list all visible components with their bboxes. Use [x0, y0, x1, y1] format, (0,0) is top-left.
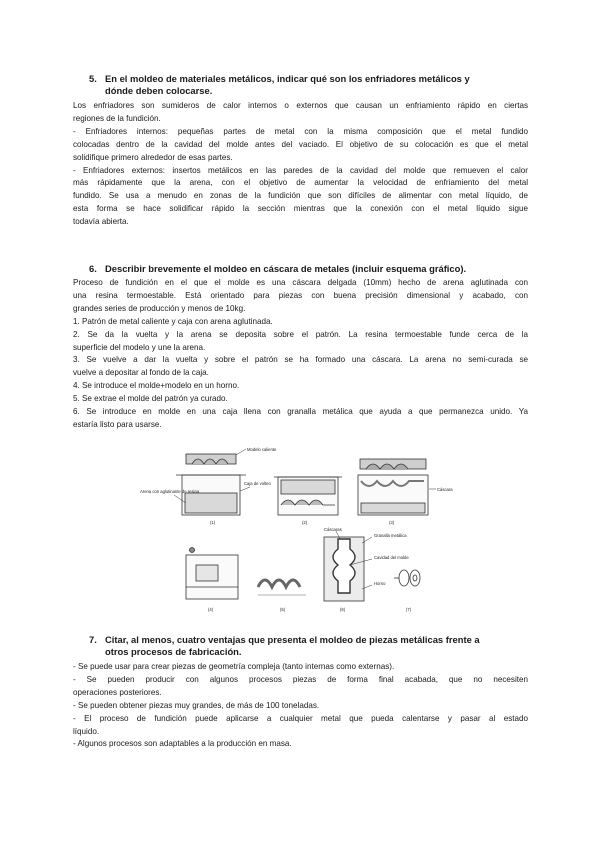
section-5-body — [73, 100, 528, 229]
section-5-line: - Enfriadores externos: insertos metálicos en las paredes de la cavidad del molde que remueven el calor — [73, 165, 528, 175]
section-6-line: vuelve a depositar al fondo de la caja. — [73, 368, 209, 378]
section-6-body — [73, 277, 528, 432]
section-6-line: una resina termoestable. Está orientado para piezas con buena precisión dimensional y acabado, con — [73, 290, 528, 300]
step-4-figure — [186, 548, 238, 613]
section-7-title-line1: Citar, al menos, cuatro ventajas que presenta el moldeo de piezas metálicas frente a — [105, 634, 480, 645]
section-7-line: - El proceso de fundición puede aplicarse a cualquier metal que pueda calentarse y pasar al estado — [73, 713, 528, 723]
section-7-body — [73, 661, 528, 751]
step-7-figure — [394, 570, 420, 612]
section-5-line: más rápidamente que la arena, con el objetivo de aumentar la velocidad de enfriamiento del metal — [73, 178, 528, 188]
section-7-line: - Se puede usar para crear piezas de geometría compleja (tanto internas como externas). — [73, 662, 395, 671]
section-5-line: todavía abierta. — [73, 217, 129, 227]
section-7-line: líquido. — [73, 726, 100, 736]
section-5-number: 5. — [89, 73, 97, 84]
label-hot-pattern: Modelo caliente — [247, 447, 277, 452]
step-6-number: (6) — [340, 607, 346, 612]
label-oven: Horno — [374, 581, 386, 586]
section-5-line: - Enfriadores internos: pequeñas partes de metal con la misma composición que el metal fundido — [73, 126, 528, 136]
section-6-line: 2. Se da la vuelta y la arena se deposita sobre el patrón. La resina termoestable funde cerca de la — [73, 329, 528, 339]
label-resin-sand: Arena con aglutinante de resina — [140, 489, 200, 494]
label-mold-cavity: Cavidad del molde — [374, 555, 409, 560]
step-5-figure — [258, 580, 306, 612]
section-6-line: 5. Se extrae el molde del patrón ya curado. — [73, 394, 228, 404]
section-5-title-line2: dónde deben colocarse. — [105, 85, 213, 96]
section-7-line: operaciones posteriores. — [73, 687, 162, 697]
step-3-figure — [358, 459, 453, 525]
section-5-title-line1: En el moldeo de materiales metálicos, indicar qué son los enfriadores metálicos y — [105, 73, 470, 84]
step-7-number: (7) — [406, 607, 412, 612]
step-3-number: (3) — [389, 520, 395, 525]
section-6-line: estaría listo para usarse. — [73, 419, 162, 429]
section-6-heading — [89, 263, 529, 275]
section-7-number: 7. — [89, 634, 97, 645]
section-6-line: Proceso de fundición en el que el molde es una cáscara delgada (10mm) hecho de arena aglutinada con — [73, 278, 528, 287]
step-5-number: (5) — [280, 607, 286, 612]
section-6-number: 6. — [89, 263, 97, 274]
step-4-number: (4) — [208, 607, 214, 612]
section-6-line: 6. Se introduce en molde en una caja llena con granalla metálica que ayuda a que permanezca unido. Ya — [73, 407, 528, 417]
label-metal-shot: Granalla metálica — [374, 533, 407, 538]
section-5-line: colocadas dentro de la cavidad del molde antes del vaciado. El objetivo de su colocación es que el metal — [73, 139, 528, 149]
step-1-figure — [140, 447, 277, 525]
section-5-heading — [89, 73, 529, 97]
label-shells: Cáscaras — [324, 527, 342, 532]
section-7-heading — [89, 634, 529, 658]
section-5-line: esta forma se hace solidificar rápido la sección mientras que la conexión con el metal líquido sigue — [73, 204, 528, 214]
section-6-line: superficie del modelo y une la arena. — [73, 342, 206, 352]
section-7-line: - Se pueden producir con algunos procesos piezas de forma final acabada, que no necesiten — [73, 674, 528, 684]
resin-sand — [185, 493, 237, 513]
section-6-title: Describir brevemente el moldeo en cáscara de metales (incluir esquema gráfico). — [105, 263, 467, 274]
section-5-line: solidifique primero alrededor de esas partes. — [73, 152, 233, 162]
section-5-line: fundido. Se usa a menudo en zonas de la fundición que son difíciles de alimentar con metal líquido, de — [73, 191, 528, 201]
section-6-line: 4. Se introduce el molde+modelo en un horno. — [73, 381, 240, 391]
section-7-title-line2: otros procesos de fabricación. — [105, 646, 242, 657]
section-7-line: - Algunos procesos son adaptables a la producción en masa. — [73, 739, 292, 749]
label-dump-box: Caja de volteo — [244, 481, 271, 486]
section-5-line: regiones de la fundición. — [73, 113, 161, 123]
step-6-figure — [324, 527, 409, 612]
label-shell: Cáscara — [437, 487, 453, 492]
section-5-line: Los enfriadores son sumideros de calor internos o externos que causan un enfriamiento rápido en ciertas — [73, 101, 528, 110]
step-2-figure — [274, 477, 342, 525]
section-6-line: 1. Patrón de metal caliente y caja con arena aglutinada. — [73, 316, 273, 326]
section-6-line: grandes series de producción y menos de 10kg. — [73, 303, 246, 313]
shell-molding-diagram — [140, 447, 470, 617]
step-2-number: (2) — [302, 520, 308, 525]
section-6-line: 3. Se vuelve a dar la vuelta y sobre el patrón se ha formado una cáscara. La arena no semi-curada se — [73, 355, 528, 365]
section-7-line: - Se pueden obtener piezas muy grandes, de más de 100 toneladas. — [73, 700, 320, 710]
step-1-number: (1) — [210, 520, 216, 525]
